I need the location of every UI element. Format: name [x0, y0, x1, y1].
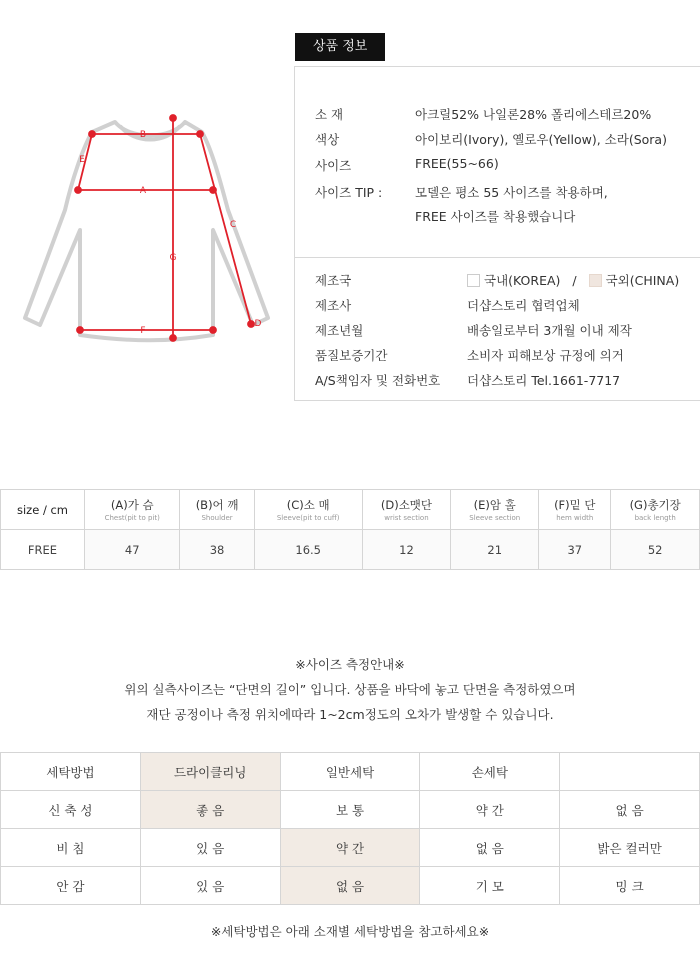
size-col-armhole	[451, 490, 539, 530]
point	[210, 187, 216, 193]
size-col-sleeve	[254, 490, 362, 530]
product-info-title: 상품 정보	[295, 33, 385, 61]
point	[77, 327, 83, 333]
care-row-stretch	[1, 791, 700, 829]
info-value: 더샵스토리 Tel.1661-7717	[467, 373, 621, 388]
col-label: (E)암 홀	[473, 498, 516, 512]
size-col-wrist	[362, 490, 451, 530]
info-divider	[295, 257, 700, 258]
size-value: 38	[180, 530, 254, 570]
size-value: 37	[539, 530, 611, 570]
col-sublabel: wrist section	[384, 514, 429, 522]
info-value: FREE(55~66)	[415, 156, 499, 171]
care-cell: 없 음	[560, 791, 700, 829]
size-table-row	[1, 530, 700, 570]
col-label: (A)가 슴	[110, 498, 154, 512]
size-value: 47	[85, 530, 180, 570]
info-label: 사이즈 TIP :	[315, 185, 383, 200]
col-label: (F)밑 단	[554, 498, 596, 512]
care-row-label: 안 감	[1, 867, 141, 905]
size-table	[0, 489, 700, 570]
size-notice-line2: 재단 공정이나 측정 위치에따라 1~2cm정도의 오차가 발생할 수 있습니다.	[146, 707, 554, 722]
info-value: 더샵스토리 협력업체	[467, 298, 580, 313]
info-label: 제조국	[315, 273, 352, 288]
care-cell	[560, 753, 700, 791]
care-cell: 좋 음	[140, 791, 280, 829]
label-d: D	[254, 319, 262, 329]
line-c	[200, 134, 251, 324]
care-cell: 밝은 컬러만	[560, 829, 700, 867]
label-c: C	[229, 220, 237, 230]
label-f: F	[140, 326, 146, 336]
origin-china: 국외(CHINA)	[605, 273, 680, 288]
checkbox-korea	[467, 274, 480, 287]
origin-korea: 국내(KOREA)	[484, 273, 561, 288]
label-e: E	[79, 155, 85, 165]
size-col-length	[611, 490, 700, 530]
care-cell: 드라이클리닝	[140, 753, 280, 791]
size-notice-title: ※사이즈 측정안내※	[295, 657, 405, 672]
point	[75, 187, 81, 193]
care-row-wash	[1, 753, 700, 791]
label-a: A	[139, 186, 147, 196]
info-label: 품질보증기간	[315, 348, 388, 363]
care-cell: 없 음	[280, 867, 420, 905]
point	[248, 321, 254, 327]
col-label: (C)소 매	[286, 498, 330, 512]
size-diagram	[20, 100, 290, 350]
info-label: 제조사	[315, 298, 352, 313]
care-cell: 밍 크	[560, 867, 700, 905]
col-sublabel: Shoulder	[201, 514, 233, 522]
origin-options	[467, 271, 679, 289]
size-row-label: FREE	[1, 530, 85, 570]
size-col-chest	[85, 490, 180, 530]
checkbox-china	[589, 274, 602, 287]
care-row-label: 비 침	[1, 829, 141, 867]
size-value: 21	[451, 530, 539, 570]
col-label: (B)어 깨	[195, 498, 239, 512]
care-note: ※세탁방법은 아래 소재별 세탁방법을 참고하세요※	[210, 924, 490, 939]
size-col-shoulder	[180, 490, 254, 530]
size-notice-line1: 위의 실측사이즈는 “단면의 길이” 입니다. 상품을 바닥에 놓고 단면을 측정하였으며	[124, 682, 576, 697]
info-label: 사이즈	[315, 158, 352, 173]
col-sublabel: Sleeve(pit to cuff)	[276, 514, 340, 522]
info-value: 모델은 평소 55 사이즈를 착용하며,	[415, 185, 608, 200]
care-cell: 기 모	[420, 867, 560, 905]
care-row-label: 신 축 성	[1, 791, 141, 829]
label-g: G	[169, 253, 177, 263]
care-cell: 보 통	[280, 791, 420, 829]
care-cell: 일반세탁	[280, 753, 420, 791]
col-sublabel: Sleeve section	[469, 514, 521, 522]
care-row-sheer	[1, 829, 700, 867]
col-sublabel: hem width	[556, 514, 594, 522]
info-label: 제조년월	[315, 323, 364, 338]
point	[89, 131, 95, 137]
info-value: FREE 사이즈를 착용했습니다	[415, 209, 576, 224]
size-value: 52	[611, 530, 700, 570]
col-sublabel: back length	[634, 514, 676, 522]
care-row-lining	[1, 867, 700, 905]
care-cell: 약 간	[280, 829, 420, 867]
label-b: B	[139, 130, 147, 140]
care-cell: 없 음	[420, 829, 560, 867]
info-label: 색상	[315, 132, 340, 147]
col-label: (G)총기장	[629, 498, 681, 512]
care-row-label: 세탁방법	[1, 753, 141, 791]
info-label: 소 재	[315, 107, 344, 122]
care-table	[0, 752, 700, 905]
size-value: 16.5	[254, 530, 362, 570]
point	[170, 115, 176, 121]
size-value: 12	[362, 530, 451, 570]
care-cell: 있 음	[140, 867, 280, 905]
point	[197, 131, 203, 137]
origin-separator: /	[572, 273, 577, 288]
size-table-header	[1, 490, 700, 530]
info-value: 아크릴52% 나일론28% 폴리에스테르20%	[415, 107, 652, 122]
info-value: 소비자 피해보상 규정에 의거	[467, 348, 624, 363]
point	[170, 335, 176, 341]
point	[210, 327, 216, 333]
product-info-box	[294, 66, 700, 401]
sweater-diagram	[20, 100, 290, 350]
sweater-outline	[25, 122, 268, 340]
info-label: A/S책임자 및 전화번호	[315, 373, 441, 388]
care-cell: 있 음	[140, 829, 280, 867]
col-sublabel: Chest(pit to pit)	[104, 514, 160, 522]
col-label: (D)소맷단	[380, 498, 433, 512]
size-col-hem	[539, 490, 611, 530]
info-value: 배송일로부터 3개월 이내 제작	[467, 323, 632, 338]
info-value: 아이보리(Ivory), 옐로우(Yellow), 소라(Sora)	[415, 132, 667, 147]
care-cell: 손세탁	[420, 753, 560, 791]
care-cell: 약 간	[420, 791, 560, 829]
size-table-corner: size / cm	[1, 490, 85, 530]
measure-lines	[75, 115, 254, 341]
